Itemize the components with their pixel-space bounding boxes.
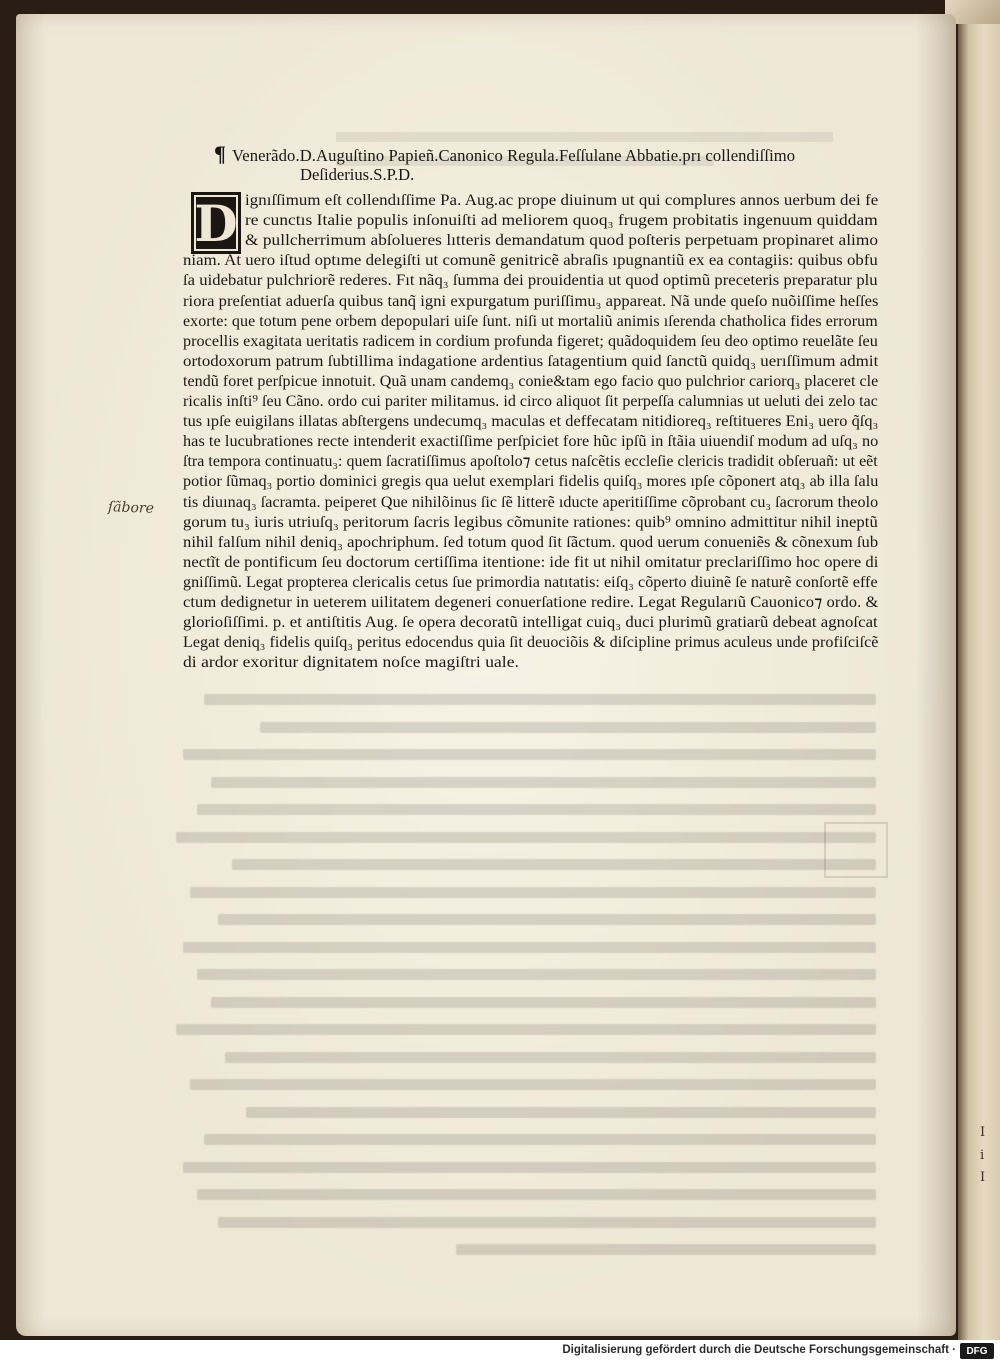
- text-line: glorioſiſſimi. p. et antiſtitis Aug. ſe opera decoratũ intelligat cuiq₃ duci plurimũ gratiarũ debeat agnoſcat: [183, 614, 878, 632]
- funding-credit: Digitalisierung gefördert durch die Deutsche Forschungsgemeinschaft ·: [562, 1344, 956, 1356]
- letter-heading: [214, 143, 854, 167]
- text-line: niam. At uero iſtud optıme delegiſti ut comunẽ genitricẽ abraſis ıpugnantiũ ex ea contagiis: quibus obfu: [183, 252, 878, 270]
- adjacent-page-glyph: I: [980, 1170, 986, 1185]
- text-line: tendũ foret perſpicue innotuit. Quã unam candemq₃ conie&tam ego facio quo pulchrior cariorq₃ placeret cle: [183, 372, 879, 390]
- text-line: procellis exagitata ueritatis radicem in cordium profunda figeret; quãdoquidem ſeu deo optimo reuelãte ſeu: [183, 332, 878, 350]
- text-line: re cunctıs Italie populis inſonuiſti ad meliorem quoq₃ frugem probitatis ingenuum quiddam: [245, 212, 878, 230]
- adjacent-page-glyph: I: [980, 1125, 986, 1140]
- text-line: exorte: que totum pene orbem depopulari uiſe ſunt. niſi ut mortaliũ animis ıſerenda chatholica fides errorum: [183, 312, 878, 330]
- heading-line-2: Deſiderius.S.P.D.: [300, 165, 415, 184]
- text-line: & pullcherrimum abſolueres lıtteris demandatum quod poſteris perpetuam propinaret alimo: [245, 232, 879, 250]
- text-line: ſtra tempora continuatu₃: quem ſacratiſſimus apoſtolo⁊ cetus naſcẽtis eccleſie clericis tradidit obſeruañ: ut eẽt: [183, 453, 878, 471]
- show-through-text: [176, 694, 876, 1134]
- text-line: ctum dedignetur in ueterem uilitatem degeneri conuerſatione redire. Legat Regularıũ Cauonico⁊ ordo. &: [183, 594, 879, 611]
- text-line: ignıſſimum eſt collendıſſime Pa. Aug.ac prope diuinum ut qui complures annos uerbum dei fe: [245, 192, 879, 209]
- adjacent-page-glyph: i: [980, 1148, 985, 1163]
- adjacent-page-edge: [958, 0, 1000, 1340]
- text-line: Legat deniq₃ fidelis quiſq₃ peritus edocendus quia ſit deuociõis & diſcipline primus aculeus unde profiſciſcẽ: [183, 634, 879, 652]
- heading-line-1: Venerãdo.D.Auguſtino Papieñ.Canonico Regula.Feſſulane Abbatie.prı collendiſſimo: [231, 146, 796, 165]
- decorated-initial: D: [191, 192, 241, 254]
- dfg-logo: DFG: [960, 1343, 994, 1359]
- footer-bar: [0, 1340, 1000, 1362]
- handwritten-margin-note: ſãbore: [107, 499, 155, 517]
- text-line: ricalis inſti⁹ ſeu Cãno. ordo cui pariter militamus. id circo aliquot ſit perpeſſa calumnias ut ueluti dei zelo tac: [183, 393, 878, 410]
- text-line: tis diuınaq₃ ſacramta. peiperet Que nihilõinus ſic ſẽ litterẽ ıducte aperitiſſime cõprobant cu₃ ſacrorum theolo: [183, 493, 879, 511]
- show-through-initial: [824, 822, 888, 878]
- text-line: ortodoxorum patrum ſubtillima indagatione ardentius ſatagentium quid ſanctũ quidq₃ uerıſſimum admit: [183, 352, 879, 370]
- text-line: tus ıpſe euigilans illatas abſtergens undecumq₃ maculas et deffecatam nitidioreq₃ reſtitueres Eni₃ uero q̃ſq₃: [183, 413, 879, 431]
- text-line: ſa uidebatur pulchriorẽ rederes. Fıt nãq₃ ſumma dei prouidentia ut quod optimũ preceteris preparatur plu: [183, 272, 878, 290]
- text-line: gniſſimũ. Legat propterea clericalis cetus ſue primordia natıtatis: eiſq₃ cõperto diuinẽ ſe naturẽ conſortẽ effe: [183, 573, 878, 591]
- text-line: potior ſũmaq₃ portio dominici gregis qua uelut exemplari fidelis quiſq₃ mores ıpſe cõponert atq₃ ab illa ſalu: [183, 473, 879, 491]
- pilcrow-mark: ¶: [214, 141, 226, 166]
- text-line: has te lucubrationes recte intenderit exactiſſime perſpiciet fore hũc ipſũ in ſtãia uiuendiſ modum ad uſq₃ no: [183, 433, 879, 451]
- text-line: nectĩt de pontificum ſeu doctorum certiſſima itentione: ide fit ut nihil omitatur preclariſſimo hoc opere di: [183, 553, 879, 571]
- text-line: nihil falſum nihil deniq₃ apochriphum. ſed totum quod ſit ſãctum. quod uerum conueniẽs & cõnexum ſub: [183, 533, 879, 551]
- text-line: gorum tu₃ iuris utriuſq₃ peritorum ſacris legibus cõmunite rationes: quib⁹ omnino admittitur nihil ineptũ: [183, 513, 878, 531]
- text-line: riora preſentiat aduerſa quibus tanq̃ igni expurgatum puriſſimu₃ appareat. Nã unde queſo nuõiſſime heſſes: [183, 292, 879, 310]
- text-line: di ardor exoritur dignitatem noſce magiſtri uale.: [183, 654, 519, 672]
